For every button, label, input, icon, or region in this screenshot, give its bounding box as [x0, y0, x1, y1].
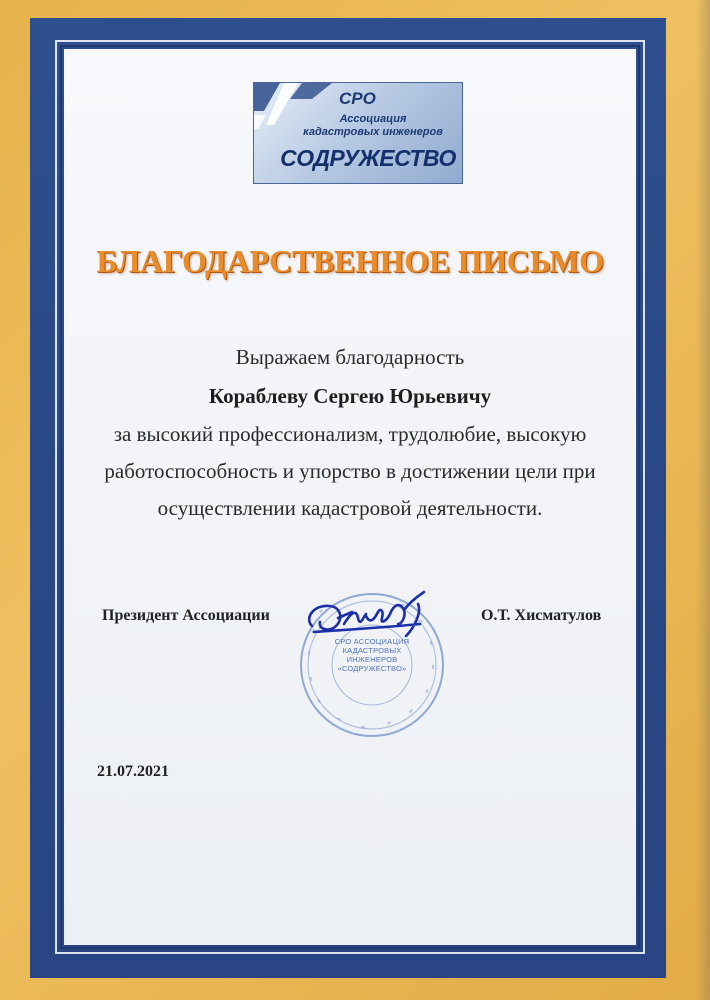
- logo-subtitle-line2: кадастровых инженеров: [303, 126, 443, 138]
- reason-line-2: работоспособность и упорство в достижении цели при: [104, 459, 596, 483]
- stamp-text-2: КАДАСТРОВЫХ: [342, 646, 402, 655]
- page-edge-shadow: [696, 0, 710, 1000]
- logo-name: СОДРУЖЕСТВО: [280, 145, 456, 171]
- issue-date: 21.07.2021: [97, 763, 169, 780]
- signature-icon: [300, 584, 450, 654]
- stamp-text-3: ИНЖЕНЕРОВ: [346, 655, 398, 664]
- signatory-role: Президент Ассоциации: [102, 607, 270, 624]
- recipient-name: Кораблеву Сергею Юрьевичу: [208, 384, 492, 408]
- logo-subtitle-line1: Ассоциация: [339, 113, 407, 125]
- stamp-text-1: СРО АССОЦИАЦИЯ: [334, 637, 410, 646]
- logo-sro-text: СРО: [339, 89, 376, 108]
- reason-line-1: за высокий профессионализм, трудолюбие, высокую: [113, 422, 587, 446]
- stamp-text-4: «СОДРУЖЕСТВО»: [337, 664, 407, 673]
- sro-logo: [253, 82, 463, 184]
- reason-line-3: осуществлении кадастровой деятельности.: [157, 496, 543, 520]
- logo-subtitle: [286, 113, 460, 139]
- signatory-name: О.Т. Хисматулов: [481, 607, 602, 624]
- certificate-title: БЛАГОДАРСТВЕННОЕ ПИСЬМО: [96, 243, 604, 279]
- gratitude-line: Выражаем благодарность: [235, 345, 465, 369]
